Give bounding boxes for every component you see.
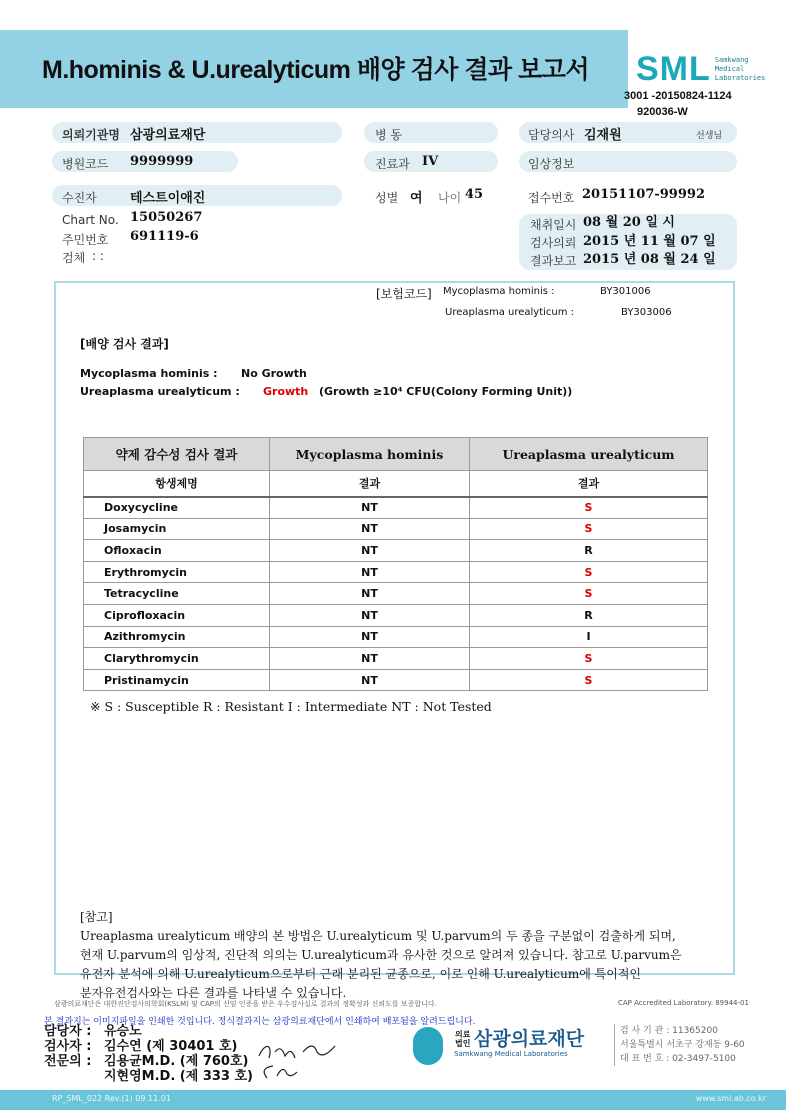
- chart-number: 15050267: [130, 210, 203, 225]
- request-date: 2015 년 11 월 07 일: [583, 234, 716, 249]
- uu-result: S: [470, 669, 708, 691]
- mh-result: NT: [270, 648, 470, 670]
- report-code-2: 920036-W: [637, 106, 688, 118]
- report-title: M.hominis & U.urealyticum 배양 검사 결과 보고서: [42, 56, 590, 84]
- table-row: [84, 626, 708, 648]
- uu-result: S: [470, 648, 708, 670]
- table-row: [84, 583, 708, 605]
- susceptibility-table: 약제 감수성 검사 결과 Mycoplasma hominis Ureaplasma urealyticum 항생제명 결과 결과 Doxycycline NT S Josamycin NT S Ofloxacin NT R Erythromycin NT S Tetracycline NT S Ciprofloxacin NT R Azithromycin NT I Clarythromycin NT S Pristinamycin NT S: [83, 437, 708, 691]
- footer-bar: RP_SML_022 Rev.(1) 09.11.01 www.sml.ab.co.kr: [0, 1090, 786, 1110]
- mh-result: NT: [270, 626, 470, 648]
- specimen: : :: [92, 249, 104, 263]
- table-row: [84, 497, 708, 519]
- uu-result: S: [470, 561, 708, 583]
- mh-result: NT: [270, 518, 470, 540]
- mh-result: NT: [270, 669, 470, 691]
- table-row: [84, 669, 708, 691]
- org-name: 삼광의료재단: [474, 1028, 585, 1050]
- table-row: [84, 518, 708, 540]
- mh-insurance-code: BY301006: [600, 286, 651, 297]
- drug-name: Pristinamycin: [84, 669, 270, 691]
- drug-name: Azithromycin: [84, 626, 270, 648]
- collection-date: 08 월 20 일 시: [583, 215, 675, 230]
- receipt-number: 20151107-99992: [582, 187, 705, 202]
- institution: 삼광의료재단: [130, 128, 206, 143]
- table-row: [84, 604, 708, 626]
- table-row: [84, 540, 708, 562]
- drug-name: Ciprofloxacin: [84, 604, 270, 626]
- drug-name: Doxycycline: [84, 497, 270, 519]
- print-notice: 본 결과지는 이미지파일을 인쇄한 것입니다. 정식결과지는 삼광의료재단에서 인쇄하여 배포됨을 알려드립니다.: [44, 1017, 476, 1027]
- sex: 여: [410, 191, 423, 206]
- uu-insurance-code: BY303006: [621, 307, 672, 318]
- doctor: 김재원: [584, 128, 622, 143]
- drug-name: Erythromycin: [84, 561, 270, 583]
- website-link[interactable]: www.sml.ab.co.kr: [695, 1094, 766, 1103]
- table-row: [84, 561, 708, 583]
- result-legend: ※ S : Susceptible R : Resistant I : Intermediate NT : Not Tested: [90, 699, 492, 714]
- uu-result: S: [470, 497, 708, 519]
- report-code: 3001 -20150824-1124: [624, 90, 732, 102]
- drug-name: Tetracycline: [84, 583, 270, 605]
- reference-note: [참고] Ureaplasma urealyticum 배양의 본 방법은 U.urealyticum 및 U.parvum의 두 종을 구분없이 검출하게 되며, 현재 U.parvum의 임상적, 진단적 의의는 U.urealyticum과 유사한 것으로 알려져 있습니다. 참고로 U.parvum은 유전자 분석에 의해 U.urealyticum으로부터 근래 분리된 균종으로, 이로 인해 U.urealyticum에 특이적인 분자유전검사와는 다른 결과를 나타낼 수 있습니다.: [80, 910, 682, 1000]
- uu-result: I: [470, 626, 708, 648]
- uu-culture-result: Growth: [263, 385, 309, 398]
- uu-result: S: [470, 583, 708, 605]
- mh-result: NT: [270, 604, 470, 626]
- sml-logo: SML Samkwang Medical Laboratories: [636, 50, 766, 88]
- drug-name: Ofloxacin: [84, 540, 270, 562]
- culture-title: [배양 검사 결과]: [80, 337, 169, 351]
- mh-culture-result: No Growth: [241, 367, 307, 380]
- staff-list: 담당자 : 유승노 검사자 : 김수연 (제 30401 호) 전문의 : 김용균M.D. (제 760호) 지현영M.D. (제 333 호): [44, 1024, 253, 1084]
- uu-result: S: [470, 518, 708, 540]
- mh-result: NT: [270, 497, 470, 519]
- mh-result: NT: [270, 561, 470, 583]
- mh-result: NT: [270, 583, 470, 605]
- hospital-code: 9999999: [130, 154, 194, 169]
- mh-result: NT: [270, 540, 470, 562]
- age: 45: [465, 187, 484, 202]
- dept: IV: [422, 154, 439, 169]
- resident-id: 691119-6: [130, 229, 199, 244]
- signature: [255, 1038, 345, 1088]
- table-row: [84, 648, 708, 670]
- report-date: 2015 년 08 월 24 일: [583, 252, 716, 267]
- org-contact: 검 사 기 관 : 11365200 서울특별시 서초구 강재동 9-60 대 표 번 호 : 02-3497-5100: [614, 1024, 745, 1066]
- org-logo-icon: [413, 1027, 443, 1065]
- drug-name: Josamycin: [84, 518, 270, 540]
- drug-name: Clarythromycin: [84, 648, 270, 670]
- uu-result: R: [470, 540, 708, 562]
- patient-name: 테스트이애진: [130, 191, 206, 206]
- uu-result: R: [470, 604, 708, 626]
